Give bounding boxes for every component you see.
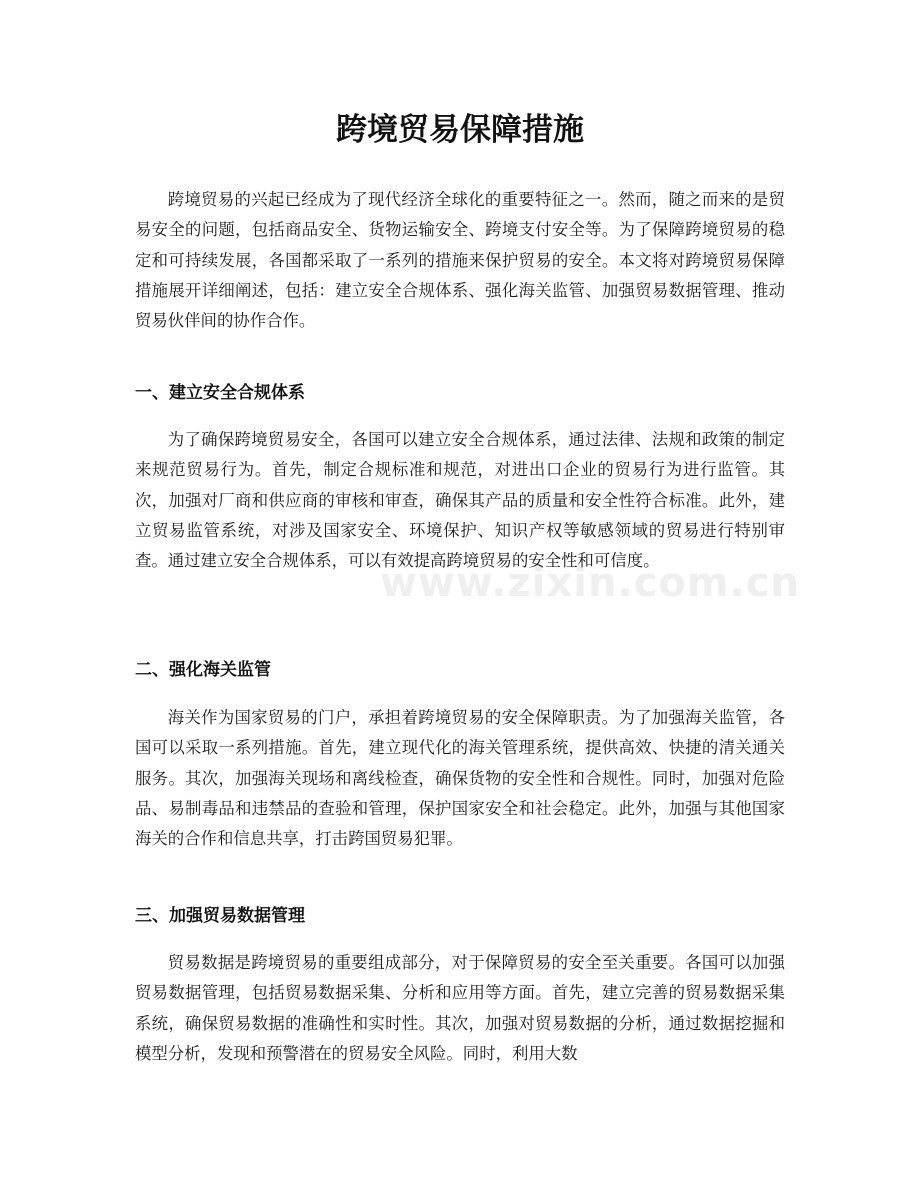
document-title: 跨境贸易保障措施 [336, 112, 584, 148]
intro-paragraph: 跨境贸易的兴起已经成为了现代经济全球化的重要特征之一。然而，随之而来的是贸易安全的问题，包括商品安全、货物运输安全、跨境支付安全等。为了保障跨境贸易的稳定和可持续发展，各国都采取了一系列的措施来保护贸易的安全。本文将对跨境贸易保障措施展开详细阐述，包括：建立安全合规体系、强化海关监管、加强贸易数据管理、推动贸易伙伴间的协作合作。 [135, 190, 785, 331]
section-1-body: 为了确保跨境贸易安全，各国可以建立安全合规体系，通过法律、法规和政策的制定来规范贸易行为。首先，制定合规标准和规范，对进出口企业的贸易行为进行监管。其次，加强对厂商和供应商的审核和审查，确保其产品的质量和安全性符合标准。此外，建立贸易监管系统，对涉及国家安全、环境保护、知识产权等敏感领域的贸易进行特别审查。通过建立安全合规体系，可以有效提高跨境贸易的安全性和可信度。 [135, 430, 785, 571]
section-1-heading: 一、建立安全合规体系 [135, 383, 305, 403]
section-3-body: 贸易数据是跨境贸易的重要组成部分，对于保障贸易的安全至关重要。各国可以加强贸易数据管理，包括贸易数据采集、分析和应用等方面。首先，建立完善的贸易数据采集系统，确保贸易数据的准确性和实时性。其次，加强对贸易数据的分析，通过数据挖掘和模型分析，发现和预警潜在的贸易安全风险。同时，利用大数 [135, 953, 785, 1063]
section-2-body: 海关作为国家贸易的门户，承担着跨境贸易的安全保障职责。为了加强海关监管，各国可以采取一系列措施。首先，建立现代化的海关管理系统，提供高效、快捷的清关通关服务。其次，加强海关现场和离线检查，确保货物的安全性和合规性。同时，加强对危险品、易制毒品和违禁品的查验和管理，保护国家安全和社会稳定。此外，加强与其他国家海关的合作和信息共享，打击跨国贸易犯罪。 [135, 708, 785, 849]
section-2-heading: 二、强化海关监管 [135, 660, 271, 680]
section-3-heading: 三、加强贸易数据管理 [135, 906, 305, 926]
watermark-text: www.zixin.com.cn [380, 560, 800, 606]
